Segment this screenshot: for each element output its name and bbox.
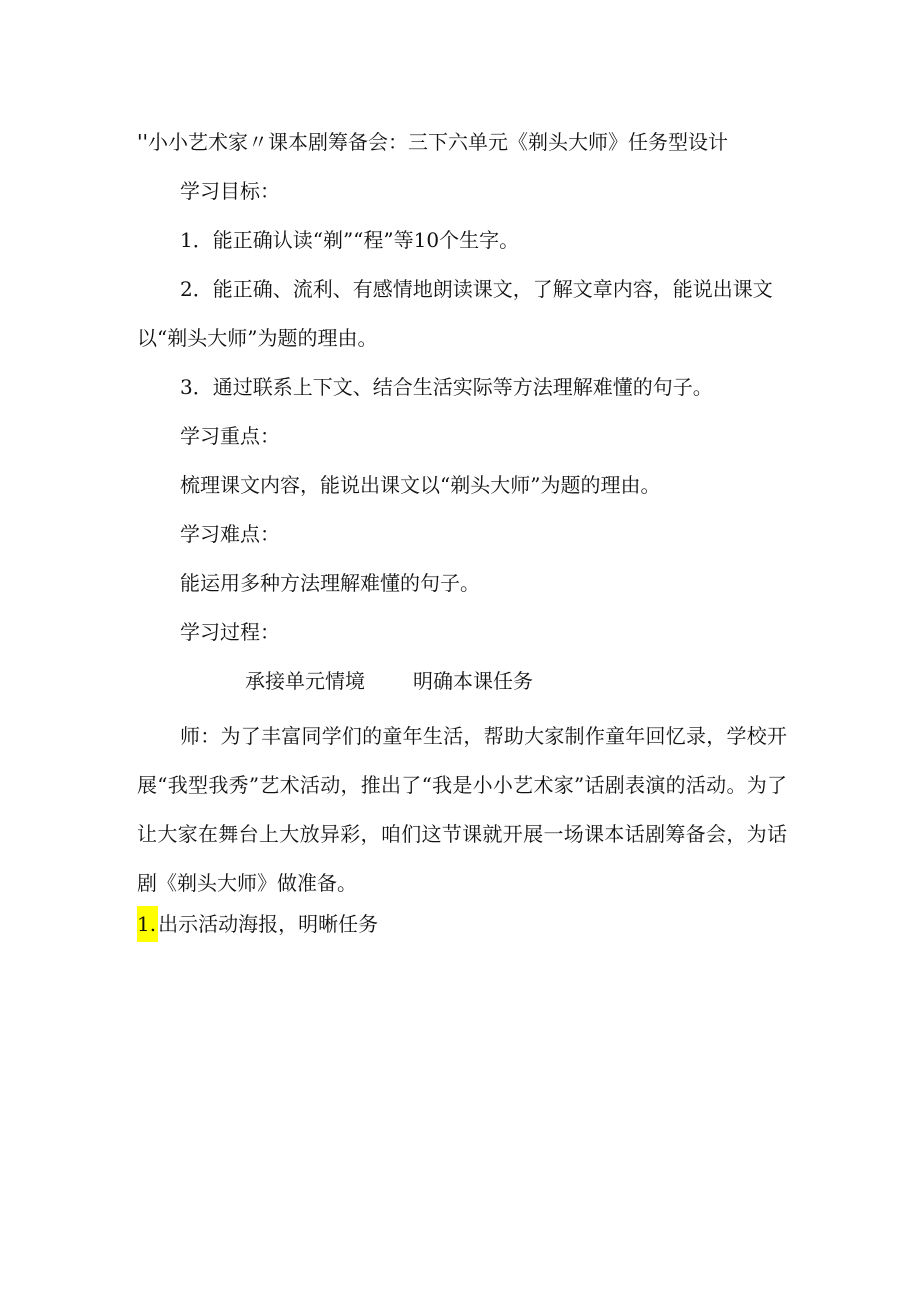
process-heading: 学习过程： xyxy=(180,620,280,644)
task-item-1 xyxy=(137,906,378,942)
objective-3: 3．通过联系上下文、结合生活实际等方法理解难懂的句子。 xyxy=(180,375,713,399)
step-heading-left: 承接单元情境 xyxy=(245,669,365,693)
key-points-text: 梳理课文内容，能说出课文以“剃头大师”为题的理由。 xyxy=(180,473,661,497)
objective-1: 1．能正确认读“剃”“程”等10个生字。 xyxy=(180,228,520,252)
task-text: 出示活动海报，明晰任务 xyxy=(158,912,379,936)
document-title: ''小小艺术家〃课本剧筹备会：三下六单元《剃头大师》任务型设计 xyxy=(137,130,728,154)
difficulty-text: 能运用多种方法理解难懂的句子。 xyxy=(180,571,480,595)
objectives-heading: 学习目标： xyxy=(180,179,280,203)
objective-2-line-1: 2．能正确、流利、有感情地朗读课文，了解文章内容，能说出课文 xyxy=(180,277,773,301)
objective-2-line-2: 以“剃头大师”为题的理由。 xyxy=(137,326,378,350)
difficulty-heading: 学习难点： xyxy=(180,522,280,546)
step-heading xyxy=(245,665,533,697)
task-number-highlight: 1. xyxy=(137,906,158,942)
step-heading-right: 明确本课任务 xyxy=(413,669,533,693)
teacher-paragraph: 师：为了丰富同学们的童年生活，帮助大家制作童年回忆录，学校开展“我型我秀”艺术活动，推出了“我是小小艺术家”话剧表演的活动。为了让大家在舞台上大放异彩，咱们这节课就开展一场课本话剧筹备会，为话剧《剃头大师》做准备。 xyxy=(137,724,787,895)
key-points-heading: 学习重点： xyxy=(180,424,280,448)
